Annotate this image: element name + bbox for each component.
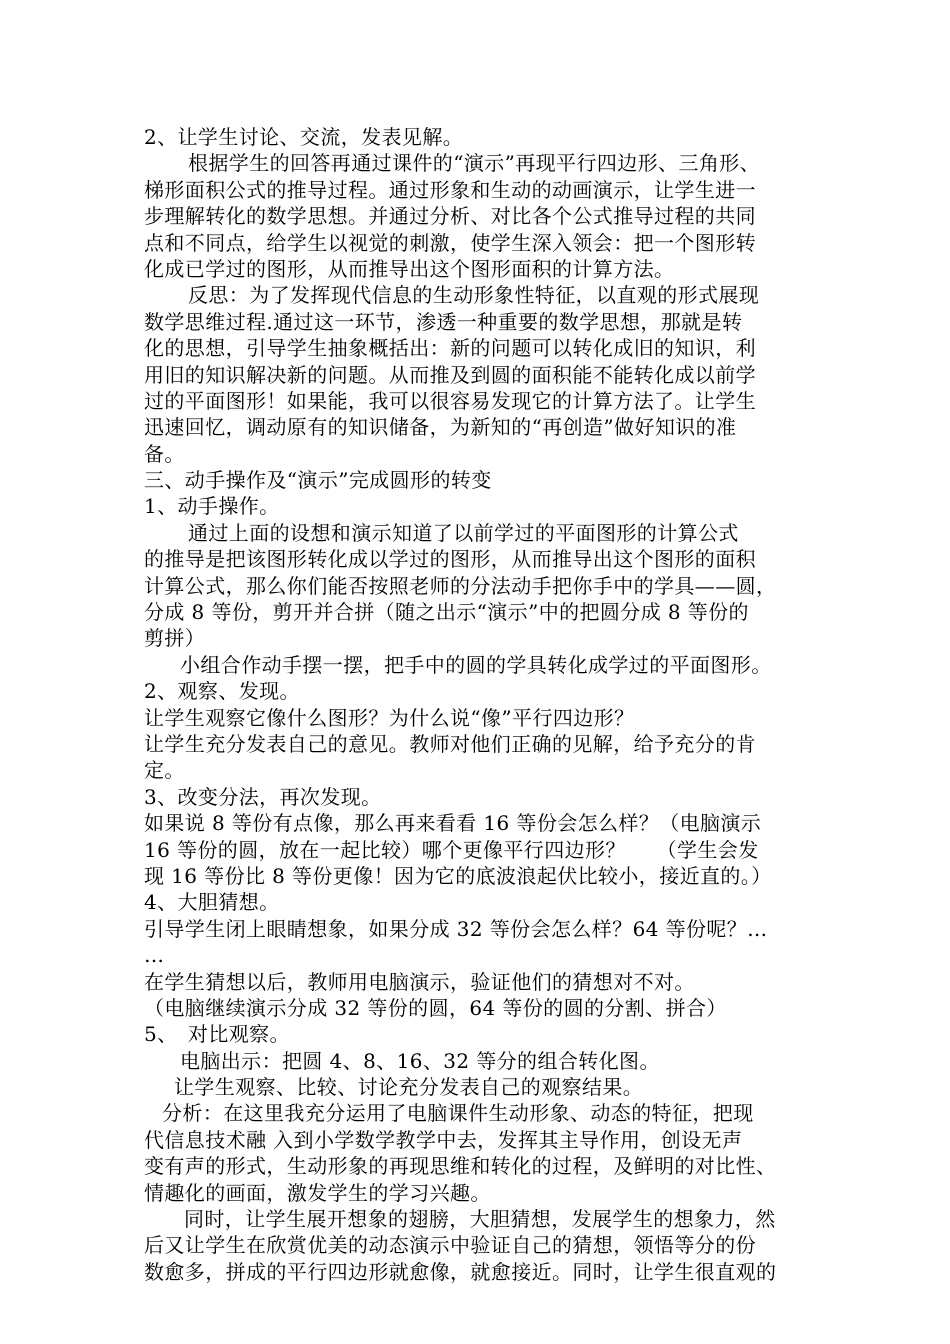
text-line: 数学思维过程.通过这一环节，渗透一种重要的数学思想，那就是转 <box>144 309 743 334</box>
text-line: 如果说 8 等份有点像，那么再来看看 16 等份会怎么样？（电脑演示 <box>144 811 762 836</box>
text-line: 代信息技术融 入到小学数学教学中去，发挥其主导作用，创设无声 <box>144 1127 743 1152</box>
text-line: 化的思想，引导学生抽象概括出：新的问题可以转化成旧的知识，利 <box>144 336 756 361</box>
text-line: 定。 <box>144 758 185 783</box>
text-line: 根据学生的回答再通过课件的“演示”再现平行四边形、三角形、 <box>188 151 761 176</box>
text-line: 过的平面图形！如果能，我可以很容易发现它的计算方法了。让学生 <box>144 388 756 413</box>
text-line: 分析：在这里我充分运用了电脑课件生动形象、动态的特征，把现 <box>162 1101 754 1126</box>
subsection-heading: 3、改变分法，再次发现。 <box>144 784 382 809</box>
text-line: 让学生观察、比较、讨论充分发表自己的观察结果。 <box>174 1075 644 1100</box>
text-line: 的推导是把该图形转化成以学过的图形，从而推导出这个图形的面积 <box>144 547 756 572</box>
text-line: … <box>144 943 165 968</box>
document-body <box>144 124 816 1285</box>
text-line: 变有声的形式，生动形象的再现思维和转化的过程，及鲜明的对比性、 <box>144 1154 777 1179</box>
text-line: 反思：为了发挥现代信息的生动形象性特征，以直观的形式展现 <box>188 283 760 308</box>
text-line: 后又让学生在欣赏优美的动态演示中验证自己的猜想，领悟等分的份 <box>144 1233 756 1258</box>
text-line: 小组合作动手摆一摆，把手中的圆的学具转化成学过的平面图形。 <box>180 652 772 677</box>
subsection-heading: 4、大胆猜想。 <box>144 890 280 915</box>
subsection-heading: 5、 对比观察。 <box>144 1022 290 1047</box>
text-line: 用旧的知识解决新的问题。从而推及到圆的面积能不能转化成以前学 <box>144 362 756 387</box>
text-line: 计算公式，那么你们能否按照老师的分法动手把你手中的学具——圆， <box>144 573 777 598</box>
text-line: 通过上面的设想和演示知道了以前学过的平面图形的计算公式 <box>188 520 739 545</box>
text-line: 步理解转化的数学思想。并通过分析、对比各个公式推导过程的共同 <box>144 204 756 229</box>
text-line: 备。 <box>144 441 185 466</box>
text-line: 16 等份的圆，放在一起比较）哪个更像平行四边形？ （学生会发 <box>144 837 759 862</box>
text-line: 让学生观察它像什么图形？为什么说“像”平行四边形？ <box>144 705 635 730</box>
subsection-heading: 1、动手操作。 <box>144 494 280 519</box>
text-line: 点和不同点，给学生以视觉的刺激，使学生深入领会：把一个图形转 <box>144 230 756 255</box>
text-line: 数愈多，拼成的平行四边形就愈像，就愈接近。同时，让学生很直观的 <box>144 1259 777 1284</box>
text-line: 同时，让学生展开想象的翅膀，大胆猜想，发展学生的想象力，然 <box>184 1207 776 1232</box>
text-line: 剪拼） <box>144 626 206 651</box>
text-line: 2、让学生讨论、交流，发表见解。 <box>144 125 464 149</box>
subsection-heading: 2、观察、发现。 <box>144 679 300 704</box>
text-line: 在学生猜想以后，教师用电脑演示，验证他们的猜想对不对。 <box>144 969 695 994</box>
text-line: 让学生充分发表自己的意见。教师对他们正确的见解，给予充分的肯 <box>144 731 756 756</box>
text-line: 现 16 等份比 8 等份更像！因为它的底波浪起伏比较小，接近直的。） <box>144 863 772 888</box>
text-line: 情趣化的画面，激发学生的学习兴趣。 <box>144 1180 491 1205</box>
text-line: 引导学生闭上眼睛想象，如果分成 32 等份会怎么样？64 等份呢？… <box>144 916 768 941</box>
text-line: 分成 8 等份，剪开并合拼（随之出示“演示”中的把圆分成 8 等份的 <box>144 600 749 625</box>
text-line: 梯形面积公式的推导过程。通过形象和生动的动画演示，让学生进一 <box>144 177 756 202</box>
text-line: 化成已学过的图形，从而推导出这个图形面积的计算方法。 <box>144 256 675 281</box>
section-heading: 三、动手操作及“演示”完成圆形的转变 <box>144 468 492 493</box>
text-line: 电脑出示：把圆 4、8、16、32 等分的组合转化图。 <box>180 1048 660 1073</box>
text-line: （电脑继续演示分成 32 等份的圆，64 等份的圆的分割、拼合） <box>144 995 727 1020</box>
text-line: 迅速回忆，调动原有的知识储备，为新知的“再创造”做好知识的准 <box>144 415 737 440</box>
